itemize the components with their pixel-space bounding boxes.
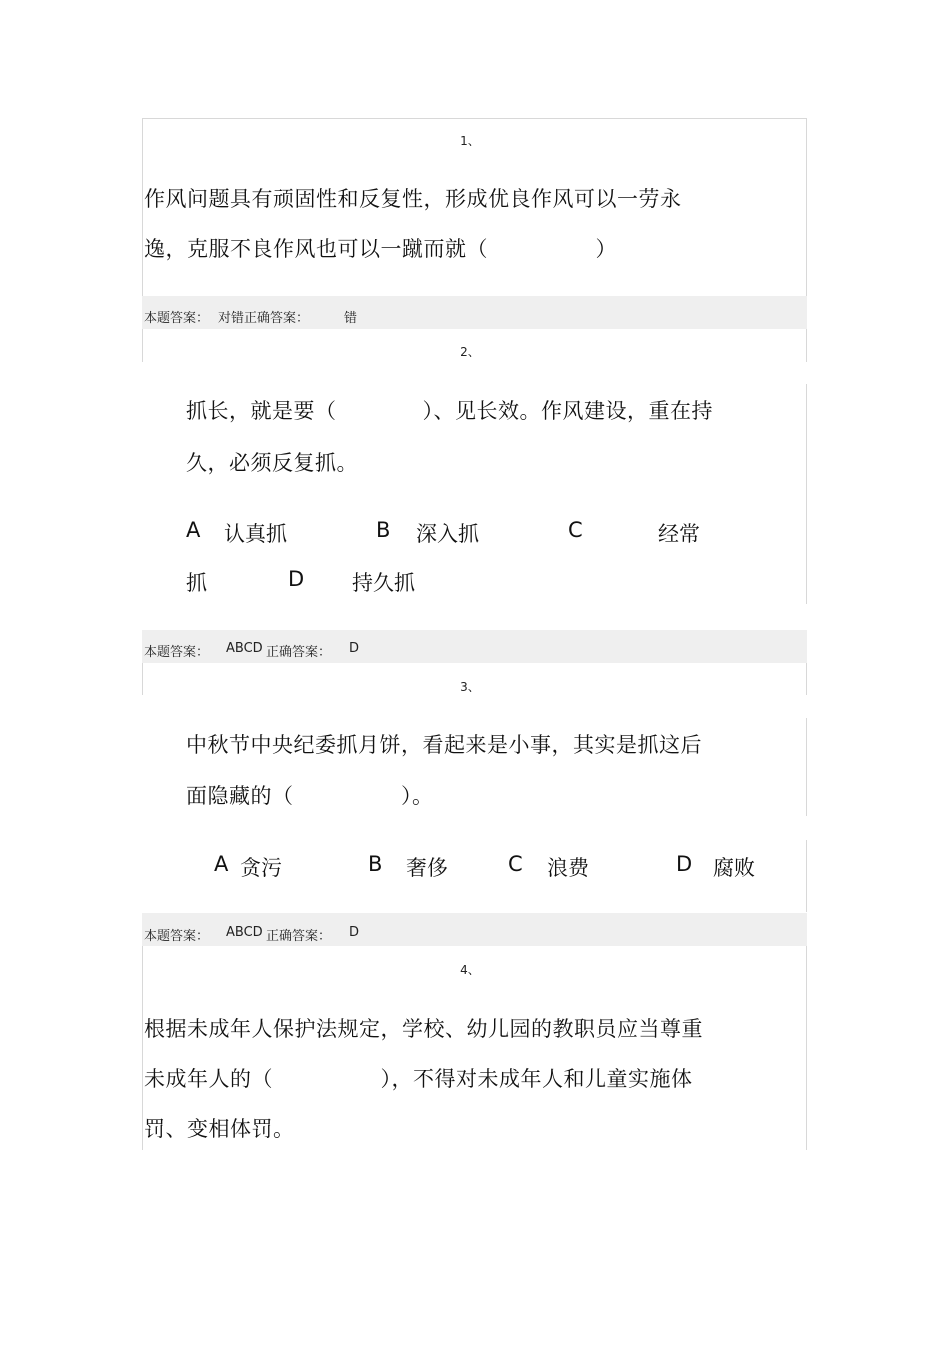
frame-right-border-5 xyxy=(806,840,807,912)
correct-answer-label: 正确答案： xyxy=(266,645,332,660)
option-text-d: 腐败 xyxy=(713,856,755,880)
option-letter-b: B xyxy=(368,852,383,876)
answer-bar xyxy=(142,913,807,946)
question-text-line: 逸，克服不良作风也可以一蹴而就（ ） xyxy=(144,237,617,261)
option-text-c: 浪费 xyxy=(547,856,589,880)
question-number: 4、 xyxy=(460,963,480,977)
answer-value: 对错 xyxy=(218,311,245,326)
option-text-c-continued: 抓 xyxy=(186,571,207,595)
frame-right-border-3 xyxy=(806,662,807,695)
option-letter-d: D xyxy=(288,567,305,591)
answer-value: ABCD xyxy=(226,641,263,656)
option-letter-d: D xyxy=(676,852,693,876)
option-letter-b: B xyxy=(376,518,391,542)
option-letter-a: A xyxy=(186,518,201,542)
answer-bar xyxy=(142,630,807,663)
frame-right-border-2 xyxy=(806,384,807,604)
question-number: 3、 xyxy=(460,680,480,694)
frame-right-border-4 xyxy=(806,718,807,816)
frame-left-border-6 xyxy=(142,946,143,1150)
option-text-a: 认真抓 xyxy=(224,522,287,546)
answer-label: 本题答案： xyxy=(144,929,210,944)
option-letter-a: A xyxy=(214,852,229,876)
question-text-line: 抓长，就是要（ ）、见长效。作风建设，重在持 xyxy=(186,399,713,423)
question-text-line: 久，必须反复抓。 xyxy=(186,451,358,475)
question-text-line: 罚、变相体罚。 xyxy=(144,1117,295,1141)
question-text-line: 作风问题具有顽固性和反复性，形成优良作风可以一劳永 xyxy=(144,187,682,211)
correct-answer-value: 错 xyxy=(344,311,358,326)
option-letter-c: C xyxy=(508,852,523,876)
answer-label: 本题答案： xyxy=(144,311,210,326)
answer-label: 本题答案： xyxy=(144,645,210,660)
frame-left-border-3 xyxy=(142,662,143,695)
question-text-line: 根据未成年人保护法规定，学校、幼儿园的教职员应当尊重 xyxy=(144,1017,703,1041)
question-text-line: 中秋节中央纪委抓月饼，看起来是小事，其实是抓这后 xyxy=(186,733,702,757)
question-text-line: 面隐藏的（ ）。 xyxy=(186,784,434,808)
correct-answer-label: 正确答案： xyxy=(244,311,310,326)
correct-answer-value: D xyxy=(349,641,360,656)
option-letter-c: C xyxy=(568,518,583,542)
question-text-line: 未成年人的（ ），不得对未成年人和儿童实施体 xyxy=(144,1067,693,1091)
frame-right-border-6 xyxy=(806,946,807,1150)
answer-value: ABCD xyxy=(226,925,263,940)
question-number: 2、 xyxy=(460,345,480,359)
frame-top-border xyxy=(142,118,807,119)
question-number: 1、 xyxy=(460,134,480,148)
correct-answer-label: 正确答案： xyxy=(266,929,332,944)
option-text-c: 经常 xyxy=(658,522,700,546)
correct-answer-value: D xyxy=(349,925,360,940)
option-text-b: 奢侈 xyxy=(406,856,448,880)
option-text-d: 持久抓 xyxy=(352,571,415,595)
option-text-a: 贪污 xyxy=(240,856,282,880)
answer-bar xyxy=(142,296,807,329)
option-text-b: 深入抓 xyxy=(416,522,479,546)
